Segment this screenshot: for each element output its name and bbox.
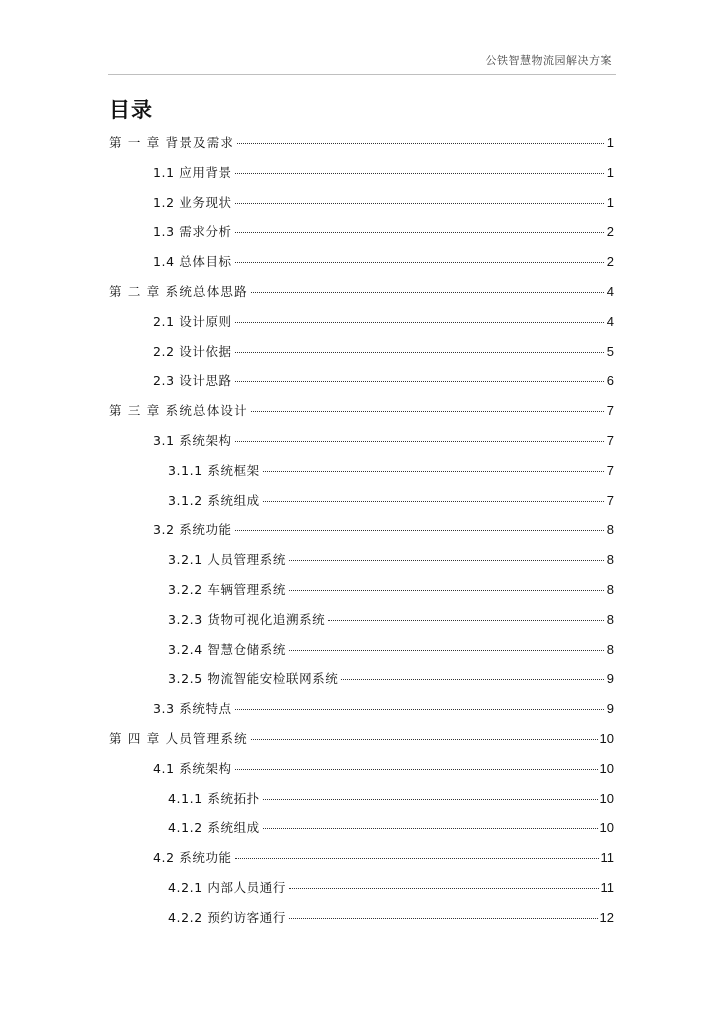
toc-dot-leader bbox=[235, 352, 604, 353]
toc-entry-page-number: 8 bbox=[606, 611, 614, 627]
toc-entry-page-number: 4 bbox=[606, 313, 614, 329]
toc-entry-page-number: 7 bbox=[606, 492, 614, 508]
toc-dot-leader bbox=[235, 709, 604, 710]
toc-entry-page-number: 8 bbox=[606, 552, 614, 568]
toc-dot-leader bbox=[235, 381, 604, 382]
toc-entry-page-number: 7 bbox=[606, 403, 614, 419]
toc-entry[interactable] bbox=[153, 221, 614, 243]
toc-entry-label: 1.3 需求分析 bbox=[153, 224, 232, 240]
toc-entry-page-number: 8 bbox=[606, 582, 614, 597]
toc-dot-leader bbox=[235, 262, 604, 263]
toc-entry-label: 2.1 设计原则 bbox=[153, 313, 232, 329]
toc-dot-leader bbox=[289, 590, 604, 591]
toc-entry-page-number: 10 bbox=[599, 790, 614, 806]
toc-entry-label: 4.1 系统架构 bbox=[153, 760, 232, 776]
toc-entry[interactable] bbox=[168, 788, 614, 810]
header-title: 公铁智慧物流园解决方案 bbox=[485, 54, 612, 67]
toc-entry-page-number: 5 bbox=[606, 343, 614, 359]
toc-entry-page-number: 4 bbox=[606, 284, 614, 299]
toc-entry-page-number: 10 bbox=[599, 760, 614, 776]
toc-entry-label: 1.4 总体目标 bbox=[153, 254, 232, 270]
toc-dot-leader bbox=[289, 650, 604, 651]
toc-entry-page-number: 1 bbox=[606, 135, 614, 150]
toc-dot-leader bbox=[263, 828, 598, 829]
toc-entry[interactable] bbox=[168, 460, 614, 482]
toc-entry-label: 3.2 系统功能 bbox=[153, 522, 232, 538]
toc-entry[interactable] bbox=[168, 579, 614, 601]
toc-entry[interactable] bbox=[109, 132, 614, 154]
toc-dot-leader bbox=[237, 143, 604, 144]
toc-entry-page-number: 9 bbox=[606, 671, 614, 687]
toc-entry-page-number: 8 bbox=[606, 641, 614, 657]
toc-entry-label: 3.1.2 系统组成 bbox=[168, 492, 260, 508]
toc-dot-leader bbox=[235, 858, 599, 859]
toc-entry-page-number: 9 bbox=[606, 701, 614, 717]
toc-entry[interactable] bbox=[168, 907, 614, 929]
toc-dot-leader bbox=[235, 203, 604, 204]
toc-entry[interactable] bbox=[153, 311, 614, 333]
toc-entry-label: 3.2.5 物流智能安检联网系统 bbox=[168, 671, 339, 687]
toc-entry-page-number: 10 bbox=[599, 731, 614, 746]
toc-entry-label: 4.1.2 系统组成 bbox=[168, 820, 260, 836]
toc-dot-leader bbox=[235, 322, 604, 323]
toc-title: 目录 bbox=[109, 98, 153, 122]
toc-dot-leader bbox=[235, 232, 604, 233]
toc-entry-label: 1.2 业务现状 bbox=[153, 194, 232, 210]
toc-entry-page-number: 8 bbox=[606, 522, 614, 538]
toc-entry[interactable] bbox=[168, 639, 614, 661]
toc-entry-label: 1.1 应用背景 bbox=[153, 164, 232, 180]
toc-entry[interactable] bbox=[153, 430, 614, 452]
toc-dot-leader bbox=[263, 471, 604, 472]
toc-entry-label: 4.1.1 系统拓扑 bbox=[168, 790, 260, 806]
toc-entry-label: 3.2.1 人员管理系统 bbox=[168, 552, 286, 568]
toc-dot-leader bbox=[289, 560, 604, 561]
toc-entry-page-number: 7 bbox=[606, 462, 614, 478]
toc-entry[interactable] bbox=[153, 519, 614, 541]
toc-entry[interactable] bbox=[168, 817, 614, 839]
toc-dot-leader bbox=[251, 292, 604, 293]
toc-dot-leader bbox=[328, 620, 604, 621]
toc-entry[interactable] bbox=[153, 251, 614, 273]
toc-entry[interactable] bbox=[109, 728, 614, 750]
toc-entry-page-number: 7 bbox=[606, 433, 614, 448]
toc-entry-page-number: 2 bbox=[606, 224, 614, 240]
toc-entry[interactable] bbox=[168, 668, 614, 690]
toc-dot-leader bbox=[235, 769, 598, 770]
toc-entry-page-number: 1 bbox=[606, 164, 614, 180]
toc-dot-leader bbox=[289, 918, 598, 919]
toc-entry[interactable] bbox=[109, 281, 614, 303]
toc-entry-label: 第 二 章 系统总体思路 bbox=[109, 284, 248, 299]
toc-entry[interactable] bbox=[153, 847, 614, 869]
toc-entry[interactable] bbox=[153, 370, 614, 392]
toc-entry-page-number: 11 bbox=[600, 850, 614, 866]
toc-entry[interactable] bbox=[153, 758, 614, 780]
toc-dot-leader bbox=[251, 739, 598, 740]
toc-entry-label: 2.2 设计依据 bbox=[153, 343, 232, 359]
toc-entry-label: 第 三 章 系统总体设计 bbox=[109, 403, 248, 419]
toc-entry[interactable] bbox=[109, 400, 614, 422]
toc-entry-label: 3.2.3 货物可视化追溯系统 bbox=[168, 611, 326, 627]
toc-entry-label: 3.1.1 系统框架 bbox=[168, 462, 260, 478]
toc-dot-leader bbox=[263, 799, 598, 800]
toc-entry-label: 4.2 系统功能 bbox=[153, 850, 232, 866]
toc-dot-leader bbox=[235, 441, 604, 442]
toc-entry-label: 3.3 系统特点 bbox=[153, 701, 232, 717]
toc-entry-label: 2.3 设计思路 bbox=[153, 373, 232, 389]
toc-entry[interactable] bbox=[168, 549, 614, 571]
toc-entry-page-number: 1 bbox=[606, 194, 614, 210]
toc-dot-leader bbox=[235, 530, 604, 531]
toc-entry-page-number: 12 bbox=[599, 909, 614, 925]
toc-entry-page-number: 10 bbox=[599, 820, 614, 836]
toc-entry-label: 第 一 章 背景及需求 bbox=[109, 135, 235, 150]
toc-dot-leader bbox=[289, 888, 599, 889]
toc-entry-label: 3.1 系统架构 bbox=[153, 433, 232, 448]
toc-dot-leader bbox=[251, 411, 604, 412]
toc-entry-page-number: 6 bbox=[606, 373, 614, 389]
toc-dot-leader bbox=[235, 173, 604, 174]
toc-entry[interactable] bbox=[153, 698, 614, 720]
page-header bbox=[108, 50, 616, 75]
toc-entry-page-number: 2 bbox=[606, 254, 614, 270]
toc-entry[interactable] bbox=[153, 192, 614, 214]
toc-dot-leader bbox=[341, 679, 604, 680]
toc-entry-label: 4.2.1 内部人员通行 bbox=[168, 880, 286, 895]
toc-entry-label: 3.2.2 车辆管理系统 bbox=[168, 582, 286, 597]
toc-entry-label: 第 四 章 人员管理系统 bbox=[109, 731, 248, 746]
toc-entry[interactable] bbox=[168, 490, 614, 512]
toc-entry[interactable] bbox=[168, 609, 614, 631]
toc-dot-leader bbox=[263, 501, 604, 502]
toc-entry[interactable] bbox=[153, 341, 614, 363]
toc-entry[interactable] bbox=[153, 162, 614, 184]
toc-entry[interactable] bbox=[168, 877, 614, 899]
toc-entry-page-number: 11 bbox=[600, 880, 614, 895]
toc-entry-label: 4.2.2 预约访客通行 bbox=[168, 909, 286, 925]
toc-entry-label: 3.2.4 智慧仓储系统 bbox=[168, 641, 286, 657]
